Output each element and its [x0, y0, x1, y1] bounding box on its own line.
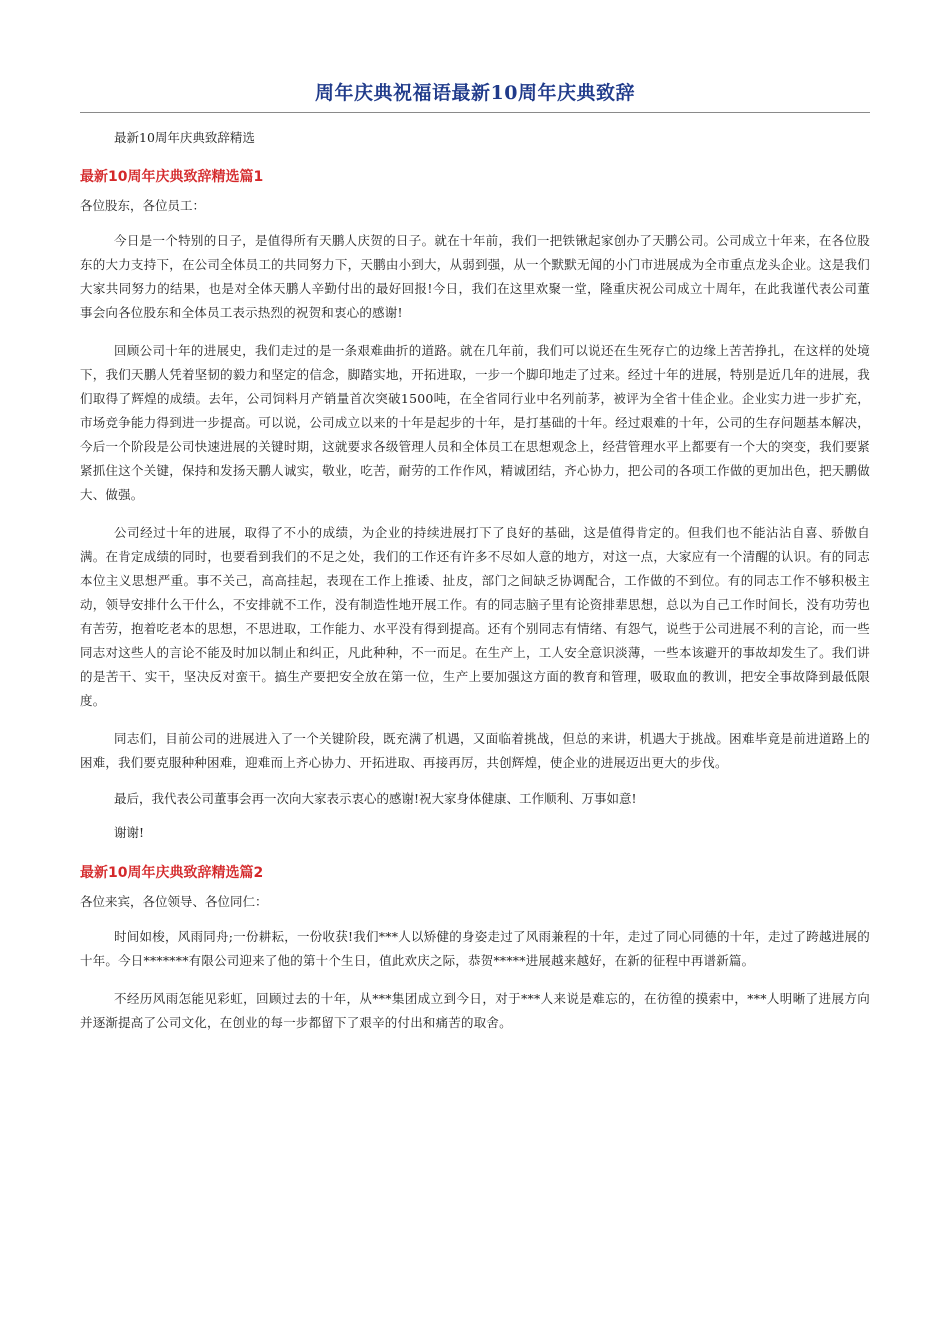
- section-2: [80, 863, 870, 1035]
- document-page: [80, 70, 870, 1035]
- paragraph: 今日是一个特别的日子，是值得所有天鹏人庆贺的日子。就在十年前，我们一把铁锹起家创办了天鹏公司。公司成立十年来，在各位股东的大力支持下，在公司全体员工的共同努力下，天鹏由小到大，从弱到强，从一个默默无闻的小门市进展成为全市重点龙头企业。这是我们大家共同努力的结果，也是对全体天鹏人辛勤付出的最好回报!今日，我们在这里欢聚一堂，隆重庆祝公司成立十周年，在此我谨代表公司董事会向各位股东和全体员工表示热烈的祝贺和衷心的感谢!: [80, 233, 870, 320]
- document-subtitle: 最新10周年庆典致辞精选: [114, 130, 255, 145]
- paragraph: 时间如梭，风雨同舟;一份耕耘，一份收获!我们***人以矫健的身姿走过了风雨兼程的十年，走过了同心同德的十年，走过了跨越进展的十年。今日*******有限公司迎来了他的第十个生日，值此欢庆之际，恭贺*****进展越来越好，在新的征程中再谱新篇。: [80, 929, 870, 968]
- closing-line: 最后，我代表公司董事会再一次向大家表示衷心的感谢!祝大家身体健康、工作顺利、万事如意!: [114, 791, 637, 806]
- section-heading: 最新10周年庆典致辞精选篇2: [80, 865, 264, 881]
- paragraph: 不经历风雨怎能见彩虹，回顾过去的十年，从***集团成立到今日，对于***人来说是难忘的，在彷徨的摸索中，***人明晰了进展方向并逐渐提高了公司文化，在创业的每一步都留下了艰辛的付出和痛苦的取舍。: [80, 991, 870, 1030]
- paragraph: 公司经过十年的进展，取得了不小的成绩，为企业的持续进展打下了良好的基础，这是值得肯定的。但我们也不能沾沾自喜、骄傲自满。在肯定成绩的同时，也要看到我们的不足之处，我们的工作还有许多不尽如人意的地方，对这一点，大家应有一个清醒的认识。有的同志本位主义思想严重。事不关己，高高挂起，表现在工作上推诿、扯皮，部门之间缺乏协调配合，工作做的不到位。有的同志工作不够积极主动，领导安排什么干什么，不安排就不工作，没有制造性地开展工作。有的同志脑子里有论资排辈思想，总以为自己工作时间长，没有功劳也有苦劳，抱着吃老本的思想，不思进取，工作能力、水平没有得到提高。还有个别同志有情绪、有怨气，说些于公司进展不利的言论，而一些同志对这些人的言论不能及时加以制止和纠正，凡此种种，不一而足。在生产上，工人安全意识淡薄，一些本该避开的事故却发生了。我们讲的是苦干、实干，坚决反对蛮干。搞生产要把安全放在第一位，生产上要加强这方面的教育和管理，吸取血的教训，把安全事故降到最低限度。: [80, 525, 870, 708]
- section-heading: 最新10周年庆典致辞精选篇1: [80, 169, 264, 185]
- document-title: 周年庆典祝福语最新10周年庆典致辞: [80, 80, 870, 113]
- greeting: 各位来宾，各位领导、各位同仁：: [80, 894, 268, 909]
- closing-thanks: 谢谢!: [114, 825, 145, 840]
- section-1: [80, 167, 870, 843]
- paragraph: 回顾公司十年的进展史，我们走过的是一条艰难曲折的道路。就在几年前，我们可以说还在生死存亡的边缘上苦苦挣扎，在这样的处境下，我们天鹏人凭着坚韧的毅力和坚定的信念，脚踏实地，开拓进取，一步一个脚印地走了过来。经过十年的进展，特别是近几年的进展，我们取得了辉煌的成绩。去年，公司饲料月产销量首次突破1500吨，在全省同行业中名列前茅，被评为全省十佳企业。企业实力进一步扩充，市场竞争能力得到进一步提高。可以说，公司成立以来的十年是起步的十年，是打基础的十年。经过艰难的十年，公司的生存问题基本解决，今后一个阶段是公司快速进展的关键时期，这就要求各级管理人员和全体员工在思想观念上，经营管理水平上都要有一个大的突变，我们要紧紧抓住这个关键，保持和发扬天鹏人诚实，敬业，吃苦，耐劳的工作作风，精诚团结，齐心协力，把公司的各项工作做的更加出色，把天鹏做大、做强。: [80, 343, 870, 502]
- greeting: 各位股东，各位员工：: [80, 198, 206, 213]
- paragraph: 同志们，目前公司的进展进入了一个关键阶段，既充满了机遇，又面临着挑战，但总的来讲，机遇大于挑战。困难毕竟是前进道路上的困难，我们要克服种种困难，迎难而上齐心协力、开拓进取、再接再厉，共创辉煌，使企业的进展迈出更大的步伐。: [80, 731, 870, 770]
